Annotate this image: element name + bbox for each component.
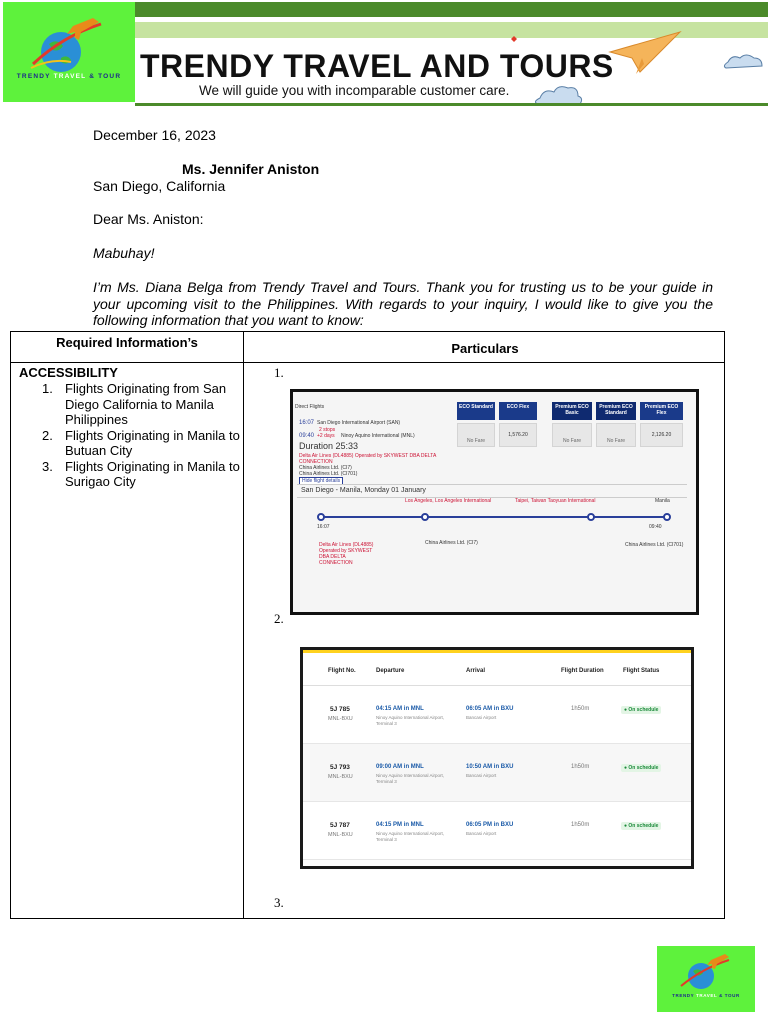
timeline-time: 16:07 [317,524,330,530]
column-header-flight: Flight No. [328,668,356,674]
timeline-node [421,513,429,521]
timeline-node [317,513,325,521]
flight-duration: Duration 25:33 [299,441,359,451]
plane-globe-icon [657,946,755,1012]
table-column-divider [243,332,244,918]
departure-time: 09:00 AM in MNL [376,764,424,770]
flight-route: MNL-BXU [328,832,353,838]
arrival-airport: Ninoy Aquino International (MNL) [341,433,415,439]
status-badge: ● On schedule [621,822,661,830]
flight-number: 5J 785 [330,706,350,713]
status-badge: ● On schedule [621,764,661,772]
arrival-airport: Bancasi Airport [466,773,497,778]
segment-operator: Delta Air Lines (DL4885) Operated by SKYWEST DBA DELTA CONNECTION [319,542,374,566]
letter-body: I’m Ms. Diana Belga from Trendy Travel and Tours. Thank you for trusting us to be your guide in your upcoming visit to the Philippines. With regards to your inquiry, I would like to give you the following information that you want to know: [93,279,713,328]
column-header-duration: Flight Duration [561,668,604,674]
logo-word-tour: & TOUR [719,993,740,998]
fare-cell[interactable]: No Fare [596,423,636,447]
list-item-text: Flights Originating from San Diego California to Manila Philippines [65,381,227,427]
fare-column-header: ECO Flex [499,402,537,420]
accent-bar [303,650,691,653]
timeline-node [663,513,671,521]
flight-route: MNL-BXU [328,716,353,722]
departure-airport: Ninoy Aquino International Airport, Terminal 3 [376,715,445,726]
list-item-number: 1. [42,381,53,396]
fare-column-header: Premium ECO Standard [596,402,636,420]
flight-route: MNL-BXU [328,774,353,780]
paper-plane-clouds-icon [500,30,768,105]
direct-flights-filter: Direct Flights [295,404,325,410]
list-item-text: Flights Originating in Manila to Butuan City [65,427,240,458]
greeting: Mabuhay! [93,245,155,261]
particular-number-1: 1. [274,365,284,380]
duration: 1h50m [571,764,590,770]
arrival-time: 10:50 AM in BXU [466,764,514,770]
duration: 1h50m [571,706,590,712]
table-header-divider [11,362,724,363]
column-header-departure: Departure [376,668,405,674]
status-badge: ● On schedule [621,706,661,714]
recipient-name: Ms. Jennifer Aniston [182,161,320,177]
list-item-number: 3. [42,458,53,474]
divider [297,497,687,498]
arrival-time: 06:05 AM in BXU [466,706,514,712]
requirements-list [19,381,241,490]
header-divider [135,103,768,106]
particular-number-2: 2. [274,611,284,626]
flight-number: 5J 787 [330,822,350,829]
recipient-location: San Diego, California [93,178,226,194]
segment-airline: China Airlines Ltd. (CI701) [625,542,684,548]
route-timeline [319,516,669,518]
table-header-required: Required Information’s [56,335,198,350]
arrival-time: 09:40 [299,433,315,439]
list-item [19,428,241,459]
arrival-airport: Bancasi Airport [466,715,497,720]
logo-word-trendy: TRENDY [16,73,51,80]
flight-status-screenshot [300,647,694,869]
header-band-dark [135,2,768,17]
departure-airport: Ninoy Aquino International Airport, Terminal 3 [376,773,445,784]
list-item-number: 2. [42,427,53,443]
arrival-airport: Bancasi Airport [466,831,497,836]
route-heading: San Diego - Manila, Monday 01 January [301,487,426,494]
duration: 1h50m [571,822,590,828]
timeline-node [587,513,595,521]
plane-globe-icon [3,2,135,102]
stopover-1: Los Angeles, Los Angeles International [405,498,492,504]
fare-cell-price[interactable]: 1,576.20 [499,423,537,447]
logo-word-tour: & TOUR [89,73,122,80]
flight-search-screenshot [290,389,699,615]
column-header-arrival: Arrival [466,668,486,674]
timeline-time: 09:40 [649,524,662,530]
departure-time: 16:07 [299,420,315,426]
salutation: Dear Ms. Aniston: [93,211,204,227]
letter-date: December 16, 2023 [93,127,216,143]
logo-word-trendy: TRENDY [672,993,695,998]
operated-by: Delta Air Lines (DL4885) Operated by SKYWEST DBA DELTA CONNECTION [299,453,437,465]
fare-cell[interactable]: No Fare [457,423,495,447]
airline-b: China Airlines Ltd. (CI701) [299,471,358,477]
particular-number-3: 3. [274,895,284,910]
departure-airport: Ninoy Aquino International Airport, Terminal 3 [376,831,445,842]
brand-title: TRENDY TRAVEL AND TOURS [140,48,614,84]
flight-number: 5J 793 [330,764,350,771]
logo-word-travel: TRAVEL [53,73,87,80]
hide-details-button[interactable]: Hide flight details [299,477,343,485]
list-item [19,459,241,490]
airline-a: China Airlines Ltd. (CI7) [299,465,352,471]
destination: Manila [655,498,670,504]
departure-time: 04:15 AM in MNL [376,706,424,712]
logo-word-travel: TRAVEL [696,993,718,998]
arrival-day-offset: +2 days [317,433,335,439]
fare-column-header: Premium ECO Flex [640,402,683,420]
table-row[interactable] [303,744,691,802]
divider [297,484,687,485]
table-row[interactable] [303,686,691,744]
departure-time: 04:15 PM in MNL [376,822,424,828]
departure-airport: San Diego International Airport (SAN) [317,420,401,426]
section-accessibility: ACCESSIBILITY [19,365,118,380]
list-item [19,381,241,428]
brand-tagline: We will guide you with incomparable customer care. [199,83,510,98]
segment-airline: China Airlines Ltd. (CI7) [425,540,478,546]
fare-cell[interactable]: No Fare [552,423,592,447]
fare-column-header: Premium ECO Basic [552,402,592,420]
arrival-time: 06:05 PM in BXU [466,822,514,828]
stops-count: 2 stops [319,427,336,433]
company-logo [3,2,135,102]
table-row[interactable] [303,802,691,860]
column-header-status: Flight Status [623,668,660,674]
footer-logo [657,946,755,1012]
fare-cell-price[interactable]: 2,126.20 [640,423,683,447]
table-header-particulars: Particulars [451,341,519,356]
stopover-2: Taipei, Taiwan Taoyuan International [515,498,596,504]
list-item-text: Flights Originating in Manila to Surigao City [65,458,240,489]
fare-column-header: ECO Standard [457,402,495,420]
